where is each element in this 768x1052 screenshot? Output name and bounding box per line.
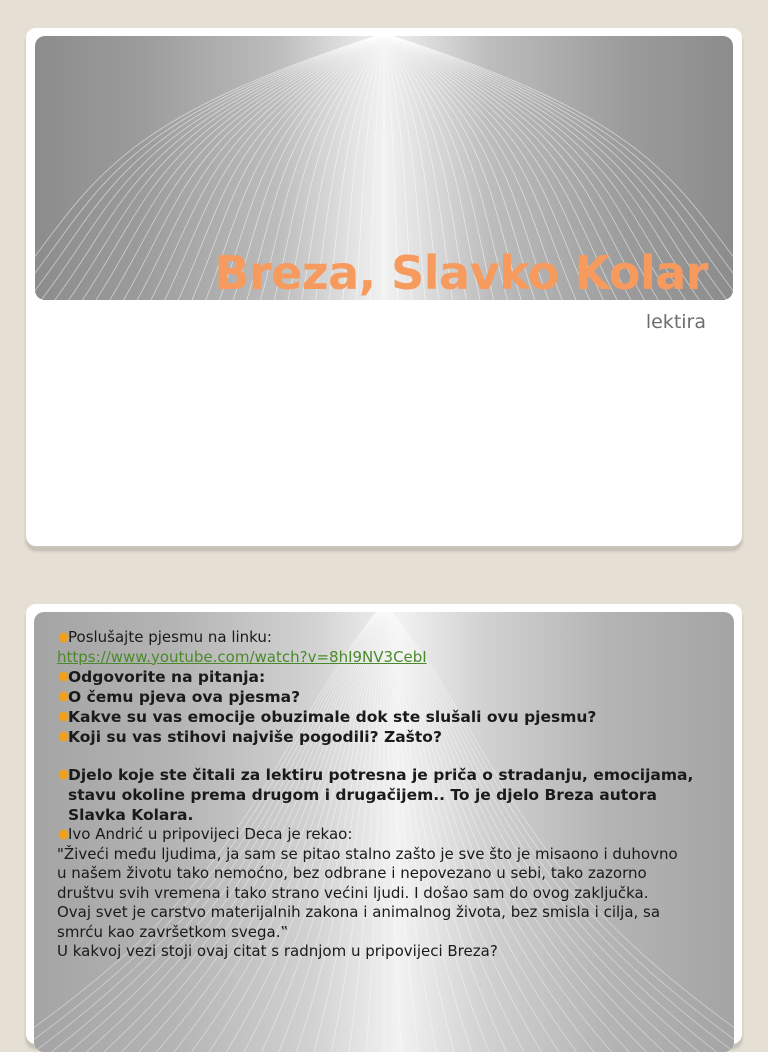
slide-body <box>57 628 727 962</box>
spacer <box>57 747 727 765</box>
content-slide <box>26 604 742 1044</box>
question-text: Koji su vas stihovi najviše pogodili? Zašto? <box>68 728 442 746</box>
bullet-icon: ● <box>58 709 70 724</box>
question-text: Kakve su vas emocije obuzimale dok ste slušali ovu pjesmu? <box>68 708 597 726</box>
question-text: O čemu pjeva ova pjesma? <box>68 688 301 706</box>
bullet-icon: ● <box>58 767 70 782</box>
list-item <box>57 765 727 785</box>
youtube-link[interactable]: https://www.youtube.com/watch?v=8hI9NV3CebI <box>57 647 427 666</box>
content-panel <box>34 612 734 1052</box>
bullet-icon: ● <box>58 669 70 684</box>
list-item <box>57 707 727 727</box>
question-text: Odgovorite na pitanja: <box>68 668 266 686</box>
link-line <box>57 648 727 668</box>
slide-subtitle: lektira <box>645 311 706 333</box>
list-item <box>57 825 727 845</box>
intro-text: Poslušajte pjesmu na linku: <box>68 628 272 646</box>
quote-line: u našem životu tako nemoćno, bez odbrane i nepovezano u sebi, tako zazorno <box>57 864 647 882</box>
list-item <box>57 628 727 648</box>
title-slide <box>26 28 742 546</box>
list-item <box>57 687 727 707</box>
bullet-icon: ● <box>58 630 70 645</box>
paragraph-line: stavu okoline prema drugom i drugačijem.. To je djelo Breza autora <box>68 786 657 804</box>
bullet-icon: ● <box>58 827 70 842</box>
list-item <box>57 667 727 687</box>
bullet-icon: ● <box>58 729 70 744</box>
slide-title: Breza, Slavko Kolar <box>214 246 708 300</box>
quote-line: društvu svih vremena i tako strano većini ljudi. I došao sam do ovog zaključka. <box>57 883 649 902</box>
quote-line: Ovaj svet je carstvo materijalnih zakona i animalnog života, bez smisla i cilja, sa <box>57 903 661 921</box>
list-item <box>57 727 727 747</box>
andric-intro: Ivo Andrić u pripovijeci Deca je rekao: <box>68 825 353 843</box>
final-question: U kakvoj vezi stoji ovaj citat s radnjom u pripovijeci Breza? <box>57 942 498 960</box>
paragraph-line: Slavka Kolara. <box>68 806 194 824</box>
paragraph-line: Djelo koje ste čitali za lektiru potresna je priča o stradanju, emocijama, <box>68 766 694 784</box>
quote-line: "Živeći među ljudima, ja sam se pitao stalno zašto je sve što je misaono i duhovno <box>57 844 678 863</box>
bullet-icon: ● <box>58 689 70 704</box>
quote-line: smrću kao završetkom svega.‟ <box>57 922 289 941</box>
